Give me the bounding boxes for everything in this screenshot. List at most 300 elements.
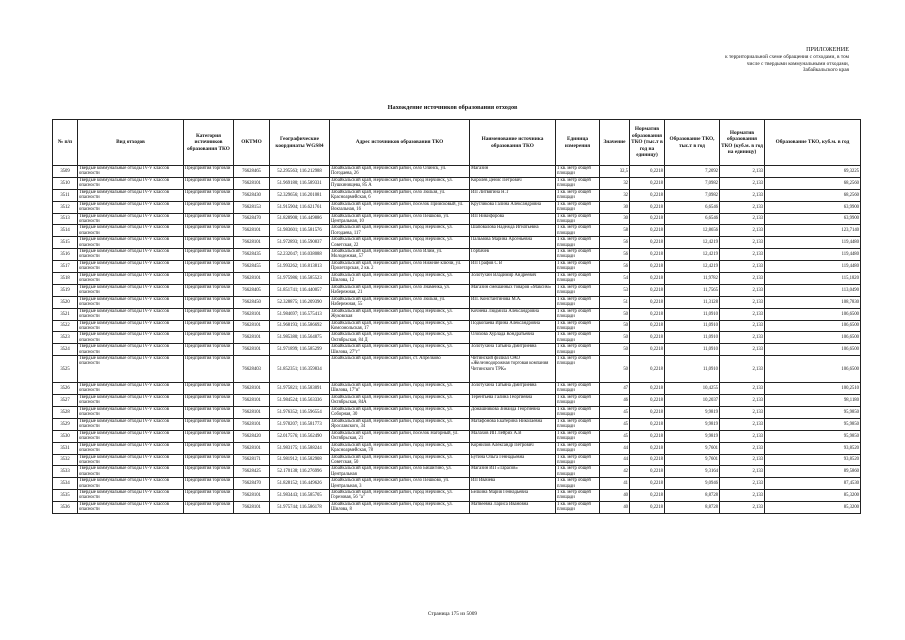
col-header-coords: Географические координаты WGS84 [270, 120, 330, 166]
cell-formation-tons: 9,9819 [665, 418, 720, 430]
cell-formation-cubic: 106,6500 [765, 356, 861, 383]
cell-number: 3530 [53, 430, 78, 442]
table-header-row [53, 120, 861, 166]
cell-number: 3513 [53, 213, 78, 225]
cell-category: Предприятия торговли [184, 442, 234, 454]
cell-unit: 1 кв. метр общей площади [556, 344, 600, 356]
cell-category: Предприятия торговли [184, 418, 234, 430]
cell-formation-cubic: 95,9850 [765, 407, 861, 419]
cell-formation-tons: 7,2092 [665, 166, 720, 178]
cell-number: 3511 [53, 189, 78, 201]
cell-norm-cubic: 2,133 [720, 466, 765, 478]
cell-norm-tons: 0,2218 [630, 284, 665, 296]
cell-formation-tons: 7,0982 [665, 177, 720, 189]
col-header-source-name: Наименование источника образования ТКО [470, 120, 556, 166]
cell-category: Предприятия торговли [184, 502, 234, 514]
appendix-line-3: Забайкальского края [802, 67, 849, 74]
cell-unit: 1 кв. метр общей площади [556, 454, 600, 466]
cell-category: Предприятия торговли [184, 249, 234, 261]
table-row [53, 383, 861, 395]
cell-number: 3532 [53, 454, 78, 466]
cell-oktmo: 76628101 [234, 273, 270, 285]
cell-oktmo: 76628465 [234, 166, 270, 178]
cell-formation-cubic: 87,4530 [765, 478, 861, 490]
cell-formation-cubic: 68,2560 [765, 189, 861, 201]
cell-norm-tons: 0,2218 [630, 344, 665, 356]
cell-source-name: Королев Денис Петрович [470, 177, 556, 189]
cell-source-name: Корнилов Александр Петрович [470, 442, 556, 454]
cell-formation-tons: 7,0982 [665, 189, 720, 201]
cell-category: Предприятия торговли [184, 273, 234, 285]
cell-formation-tons: 11,0910 [665, 308, 720, 320]
cell-category: Предприятия торговли [184, 201, 234, 213]
cell-category: Предприятия торговли [184, 284, 234, 296]
cell-norm-cubic: 2,133 [720, 502, 765, 514]
cell-source-name: Горбачев [470, 249, 556, 261]
table-row [53, 225, 861, 237]
cell-value: 50 [600, 344, 630, 356]
cell-formation-cubic: 69,3225 [765, 166, 861, 178]
cell-category: Предприятия торговли [184, 454, 234, 466]
cell-category: Предприятия торговли [184, 356, 234, 383]
cell-unit: 1 кв. метр общей площади [556, 201, 600, 213]
cell-source-name: ИП. Константинова М.А. [470, 296, 556, 308]
cell-value: 45 [600, 430, 630, 442]
cell-norm-tons: 0,2218 [630, 213, 665, 225]
cell-value: 30 [600, 201, 630, 213]
waste-sources-table [52, 119, 861, 514]
cell-number: 3518 [53, 273, 78, 285]
table-row [53, 189, 861, 201]
cell-coords: 51.975986; 116.585523 [270, 273, 330, 285]
table-row [53, 502, 861, 514]
cell-norm-tons: 0,2218 [630, 442, 665, 454]
cell-unit: 1 кв. метр общей площади [556, 407, 600, 419]
cell-address: Забайкальский край, Нерчинский район, город Нерчинск, ул. Горезовая, 56 "а" [330, 490, 470, 502]
cell-norm-tons: 0,2218 [630, 166, 665, 178]
cell-formation-tons: 6,6546 [665, 213, 720, 225]
cell-oktmo: 76628101 [234, 407, 270, 419]
cell-coords: 52.232047; 116.038088 [270, 249, 330, 261]
cell-coords: 51.983601; 116.581576 [270, 225, 330, 237]
cell-norm-cubic: 2,133 [720, 490, 765, 502]
cell-coords: 51.984524; 116.563336 [270, 395, 330, 407]
cell-value: 56 [600, 249, 630, 261]
cell-address: Забайкальский край, Нерчинский район, город Нерчинск, ул. Советская, 22 [330, 237, 470, 249]
cell-address: Забайкальский край, Нерчинский район, город Нерчинск, ул. Красноармейская, 78 [330, 442, 470, 454]
cell-oktmo: 76628153 [234, 201, 270, 213]
table-row [53, 490, 861, 502]
table-row [53, 273, 861, 285]
cell-address: Забайкальский край, Нерчинский район, село Бишигино, ул. Центральная [330, 466, 470, 478]
cell-norm-cubic: 2,133 [720, 418, 765, 430]
table-row [53, 296, 861, 308]
cell-waste-type: Твердые коммунальные отходы IV-V классов опасности [78, 273, 184, 285]
cell-unit: 1 кв. метр общей площади [556, 284, 600, 296]
table-row [53, 201, 861, 213]
cell-number: 3510 [53, 177, 78, 189]
cell-value: 54 [600, 273, 630, 285]
cell-norm-cubic: 2,133 [720, 320, 765, 332]
cell-address: Забайкальский край, Нерчинский район, город Нерчинск, ул. Шилова, 8 [330, 502, 470, 514]
table-body [53, 166, 861, 514]
cell-category: Предприятия торговли [184, 308, 234, 320]
cell-formation-tons: 12,8656 [665, 225, 720, 237]
cell-coords: 51.978207; 116.581773 [270, 418, 330, 430]
cell-number: 3517 [53, 261, 78, 273]
cell-number: 3519 [53, 284, 78, 296]
cell-oktmo: 76628101 [234, 237, 270, 249]
cell-category: Предприятия торговли [184, 261, 234, 273]
cell-value: 56 [600, 237, 630, 249]
cell-norm-tons: 0,2218 [630, 225, 665, 237]
col-header-waste-type: Вид отходов [78, 120, 184, 166]
cell-waste-type: Твердые коммунальные отходы IV-V классов опасности [78, 261, 184, 273]
cell-oktmo: 76628101 [234, 383, 270, 395]
cell-norm-tons: 0,2218 [630, 320, 665, 332]
cell-waste-type: Твердые коммунальные отходы IV-V классов опасности [78, 407, 184, 419]
cell-norm-cubic: 2,133 [720, 225, 765, 237]
cell-address: Забайкальский край, Нерчинский район, село Зюльзя, ул. Набережная, 55 [330, 296, 470, 308]
cell-number: 3516 [53, 249, 78, 261]
appendix-title: ПРИЛОЖЕНИЕ [806, 46, 849, 53]
cell-unit: 1 кв. метр общей площади [556, 395, 600, 407]
cell-coords: 51.915904; 116.621761 [270, 201, 330, 213]
table-row [53, 454, 861, 466]
table-row [53, 442, 861, 454]
cell-address: Забайкальский край, Нерчинский район, село Пешково, ул. Центральная, 3 [330, 478, 470, 490]
cell-formation-cubic: 123,7140 [765, 225, 861, 237]
cell-formation-tons: 11,0910 [665, 320, 720, 332]
cell-number: 3536 [53, 502, 78, 514]
cell-norm-cubic: 2,133 [720, 430, 765, 442]
cell-category: Предприятия торговли [184, 166, 234, 178]
cell-oktmo: 76628101 [234, 225, 270, 237]
cell-formation-cubic: 115,1820 [765, 273, 861, 285]
cell-norm-tons: 0,2218 [630, 407, 665, 419]
cell-source-name: ИП Графов С В [470, 261, 556, 273]
cell-value: 44 [600, 454, 630, 466]
cell-waste-type: Твердые коммунальные отходы IV-V классов опасности [78, 177, 184, 189]
cell-category: Предприятия торговли [184, 237, 234, 249]
col-header-unit: Единица измерения [556, 120, 600, 166]
cell-category: Предприятия торговли [184, 177, 234, 189]
cell-formation-tons: 8,8728 [665, 490, 720, 502]
cell-norm-cubic: 2,133 [720, 442, 765, 454]
cell-coords: 51.993262; 116.813813 [270, 261, 330, 273]
cell-formation-tons: 6,6546 [665, 201, 720, 213]
col-header-number: № п/п [53, 120, 78, 166]
cell-unit: 1 кв. метр общей площади [556, 225, 600, 237]
cell-coords: 51.828152; 116.449626 [270, 478, 330, 490]
cell-oktmo: 76628470 [234, 213, 270, 225]
cell-oktmo: 76628101 [234, 320, 270, 332]
cell-value: 40 [600, 502, 630, 514]
cell-norm-tons: 0,2218 [630, 466, 665, 478]
cell-coords: 52.328875; 116.209390 [270, 296, 330, 308]
cell-address: Забайкальский край, Нерчинский район, село Зюльзя, ул. Красноармейская, 6 [330, 189, 470, 201]
cell-unit: 1 кв. метр общей площади [556, 166, 600, 178]
cell-source-name: Шаповалова Надежда Игнатьевна [470, 225, 556, 237]
cell-source-name: Золотухина Татьяна Дмитриевна [470, 383, 556, 395]
cell-unit: 1 кв. метр общей площади [556, 320, 600, 332]
cell-formation-tons: 11,0910 [665, 332, 720, 344]
cell-unit: 1 кв. метр общей площади [556, 332, 600, 344]
cell-norm-cubic: 2,133 [720, 273, 765, 285]
cell-coords: 51.981912; 116.582908 [270, 454, 330, 466]
cell-waste-type: Твердые коммунальные отходы IV-V классов опасности [78, 383, 184, 395]
cell-formation-cubic: 106,6500 [765, 344, 861, 356]
cell-waste-type: Твердые коммунальные отходы IV-V классов опасности [78, 201, 184, 213]
table-row [53, 166, 861, 178]
cell-formation-tons: 9,0946 [665, 478, 720, 490]
cell-address: Забайкальский край, Нерчинский район, город Нерчинск, ул. Жуковская [330, 308, 470, 320]
cell-norm-cubic: 2,133 [720, 454, 765, 466]
cell-unit: 1 кв. метр общей площади [556, 213, 600, 225]
cell-number: 3529 [53, 418, 78, 430]
cell-number: 3524 [53, 344, 78, 356]
cell-unit: 1 кв. метр общей площади [556, 237, 600, 249]
cell-oktmo: 76628420 [234, 430, 270, 442]
cell-waste-type: Твердые коммунальные отходы IV-V классов опасности [78, 320, 184, 332]
cell-source-name: ИП Никифорова [470, 213, 556, 225]
appendix-header [639, 47, 849, 74]
cell-address: Забайкальский край, Нерчинский район, город Нерчинск, ул. Пушкинищева, 85 А [330, 177, 470, 189]
cell-number: 3535 [53, 490, 78, 502]
cell-norm-tons: 0,2218 [630, 383, 665, 395]
table-row [53, 284, 861, 296]
appendix-line-1: к территориальной схеме обращения с отходами, в том [725, 53, 849, 60]
cell-waste-type: Твердые коммунальные отходы IV-V классов опасности [78, 478, 184, 490]
cell-address: Забайкальский край, Нерчинский район, город Нерчинск, ул. Погодаева, 117 [330, 225, 470, 237]
table-row [53, 478, 861, 490]
cell-norm-cubic: 2,133 [720, 177, 765, 189]
col-header-norm-cubic: Норматив образования ТКО (куб.м. в год на единицу) [720, 120, 765, 166]
cell-formation-cubic: 106,6500 [765, 308, 861, 320]
cell-source-name: Бутина Ольга Геннадьевна [470, 454, 556, 466]
cell-value: 47 [600, 383, 630, 395]
cell-coords: 52.170138; 116.276996 [270, 466, 330, 478]
cell-formation-cubic: 119,4480 [765, 249, 861, 261]
table-row [53, 418, 861, 430]
cell-category: Предприятия торговли [184, 189, 234, 201]
cell-formation-tons: 9,9819 [665, 407, 720, 419]
cell-norm-tons: 0,2218 [630, 418, 665, 430]
cell-formation-cubic: 95,9850 [765, 430, 861, 442]
cell-norm-cubic: 2,133 [720, 249, 765, 261]
cell-norm-tons: 0,2218 [630, 490, 665, 502]
cell-value: 50 [600, 320, 630, 332]
cell-formation-tons: 10,2037 [665, 395, 720, 407]
cell-formation-cubic: 93,8520 [765, 454, 861, 466]
cell-waste-type: Твердые коммунальные отходы IV-V классов опасности [78, 284, 184, 296]
cell-formation-tons: 11,3128 [665, 296, 720, 308]
cell-waste-type: Твердые коммунальные отходы IV-V классов опасности [78, 442, 184, 454]
cell-norm-cubic: 2,133 [720, 383, 765, 395]
cell-norm-cubic: 2,133 [720, 356, 765, 383]
table-row [53, 237, 861, 249]
cell-oktmo: 76628425 [234, 466, 270, 478]
cell-coords: 51.851741; 116.440057 [270, 284, 330, 296]
col-header-value: Значение [600, 120, 630, 166]
cell-number: 3526 [53, 383, 78, 395]
page-footer: Страница 175 из 5009 [427, 611, 478, 617]
cell-formation-tons: 11,0910 [665, 344, 720, 356]
cell-number: 3527 [53, 395, 78, 407]
table-row [53, 249, 861, 261]
cell-oktmo: 76628101 [234, 490, 270, 502]
cell-coords: 51.972893; 116.590837 [270, 237, 330, 249]
cell-waste-type: Твердые коммунальные отходы IV-V классов опасности [78, 308, 184, 320]
cell-norm-cubic: 2,133 [720, 213, 765, 225]
cell-norm-cubic: 2,133 [720, 407, 765, 419]
cell-category: Предприятия торговли [184, 383, 234, 395]
cell-address: Забайкальский край, Нерчинский район, село Олинск, ул. Погодаева, 26 [330, 166, 470, 178]
cell-formation-tons: 9,9819 [665, 430, 720, 442]
cell-formation-cubic: 63,9900 [765, 201, 861, 213]
cell-unit: 1 кв. метр общей площади [556, 189, 600, 201]
cell-norm-tons: 0,2218 [630, 177, 665, 189]
cell-waste-type: Твердые коммунальные отходы IV-V классов опасности [78, 249, 184, 261]
cell-coords: 51.985380; 116.564875 [270, 332, 330, 344]
cell-address: Забайкальский край, Нерчинский район, ст. Апрелково [330, 356, 470, 383]
cell-address: Забайкальский край, Нерчинский район, поселок Приисковый, ул. Вокзальная, 16 [330, 201, 470, 213]
col-header-address: Адрес источников образования ТКО [330, 120, 470, 166]
cell-source-name: Кругликова Галина Александровна [470, 201, 556, 213]
cell-source-name: Пальмова Марина Арсеньевна [470, 237, 556, 249]
cell-norm-cubic: 2,133 [720, 237, 765, 249]
cell-waste-type: Твердые коммунальные отходы IV-V классов опасности [78, 332, 184, 344]
cell-value: 30 [600, 213, 630, 225]
cell-unit: 1 кв. метр общей площади [556, 442, 600, 454]
cell-category: Предприятия торговли [184, 490, 234, 502]
table-row [53, 344, 861, 356]
col-header-formation-tons: Образование ТКО, тыс.т в год [665, 120, 720, 166]
cell-category: Предприятия торговли [184, 395, 234, 407]
cell-formation-cubic: 113,0490 [765, 284, 861, 296]
cell-formation-tons: 10,4255 [665, 383, 720, 395]
cell-coords: 51.983175; 116.588244 [270, 442, 330, 454]
cell-category: Предприятия торговли [184, 332, 234, 344]
cell-category: Предприятия торговли [184, 296, 234, 308]
cell-norm-tons: 0,2218 [630, 478, 665, 490]
table-row [53, 356, 861, 383]
cell-oktmo: 76628455 [234, 261, 270, 273]
cell-waste-type: Твердые коммунальные отходы IV-V классов опасности [78, 237, 184, 249]
cell-formation-cubic: 95,9850 [765, 418, 861, 430]
cell-norm-tons: 0,2218 [630, 189, 665, 201]
cell-address: Забайкальский край, Нерчинский район, поселок Нагорный, ул. Октябрьская, 21 [330, 430, 470, 442]
cell-category: Предприятия торговли [184, 344, 234, 356]
cell-waste-type: Твердые коммунальные отходы IV-V классов опасности [78, 466, 184, 478]
table-row [53, 308, 861, 320]
cell-oktmo: 76628101 [234, 395, 270, 407]
cell-unit: 1 кв. метр общей площади [556, 430, 600, 442]
cell-oktmo: 76628430 [234, 189, 270, 201]
table-row [53, 177, 861, 189]
cell-value: 51 [600, 296, 630, 308]
cell-category: Предприятия торговли [184, 407, 234, 419]
cell-address: Забайкальский край, Нерчинский район, город Нерчинск, ул. Шилова, 17"в" [330, 383, 470, 395]
col-header-category: Категория источников образования ТКО [184, 120, 234, 166]
cell-waste-type: Твердые коммунальные отходы IV-V классов опасности [78, 189, 184, 201]
cell-number: 3521 [53, 308, 78, 320]
cell-coords: 52.295563; 116.212988 [270, 166, 330, 178]
table-row [53, 261, 861, 273]
cell-number: 3533 [53, 466, 78, 478]
cell-norm-tons: 0,2218 [630, 454, 665, 466]
table-row [53, 395, 861, 407]
cell-unit: 1 кв. метр общей площади [556, 308, 600, 320]
cell-formation-cubic: 119,4480 [765, 237, 861, 249]
cell-norm-tons: 0,2218 [630, 273, 665, 285]
cell-coords: 51.983443; 116.585705 [270, 490, 330, 502]
cell-number: 3525 [53, 356, 78, 383]
cell-waste-type: Твердые коммунальные отходы IV-V классов опасности [78, 430, 184, 442]
cell-oktmo: 76628101 [234, 344, 270, 356]
cell-source-name: Терентьева Галина Георгиевна [470, 395, 556, 407]
cell-formation-cubic: 63,9900 [765, 213, 861, 225]
cell-number: 3512 [53, 201, 78, 213]
cell-value: 50 [600, 332, 630, 344]
cell-unit: 1 кв. метр общей площади [556, 502, 600, 514]
cell-formation-tons: 11,0910 [665, 356, 720, 383]
cell-value: 41 [600, 478, 630, 490]
cell-norm-cubic: 2,133 [720, 261, 765, 273]
cell-norm-cubic: 2,133 [720, 332, 765, 344]
cell-address: Забайкальский край, Нерчинский район, село Илим, ул. Молодежная, 57 [330, 249, 470, 261]
table-row [53, 430, 861, 442]
cell-norm-cubic: 2,133 [720, 189, 765, 201]
cell-oktmo: 76628470 [234, 478, 270, 490]
cell-number: 3515 [53, 237, 78, 249]
table-row [53, 320, 861, 332]
cell-norm-tons: 0,2218 [630, 237, 665, 249]
cell-formation-cubic: 100,2510 [765, 383, 861, 395]
cell-oktmo: 76628101 [234, 332, 270, 344]
cell-source-name: Магазин ИП «Тарасов» [470, 466, 556, 478]
cell-coords: 51.976352; 116.596554 [270, 407, 330, 419]
cell-source-name: Матафонова Екатерина Николаевна [470, 418, 556, 430]
cell-oktmo: 76628171 [234, 454, 270, 466]
cell-value: 46 [600, 395, 630, 407]
cell-unit: 1 кв. метр общей площади [556, 490, 600, 502]
cell-coords: 51.971899; 116.585299 [270, 344, 330, 356]
cell-oktmo: 76628101 [234, 442, 270, 454]
cell-value: 42 [600, 466, 630, 478]
cell-waste-type: Твердые коммунальные отходы IV-V классов опасности [78, 502, 184, 514]
cell-norm-tons: 0,2218 [630, 395, 665, 407]
cell-category: Предприятия торговли [184, 225, 234, 237]
cell-number: 3509 [53, 166, 78, 178]
cell-value: 45 [600, 407, 630, 419]
cell-source-name: Магазин [470, 166, 556, 178]
cell-value: 32,5 [600, 166, 630, 178]
cell-coords: 51.968193; 116.586692 [270, 320, 330, 332]
cell-value: 45 [600, 418, 630, 430]
cell-norm-cubic: 2,133 [720, 296, 765, 308]
cell-waste-type: Твердые коммунальные отходы IV-V классов опасности [78, 418, 184, 430]
cell-oktmo: 76628101 [234, 177, 270, 189]
cell-norm-tons: 0,2218 [630, 201, 665, 213]
col-header-formation-cubic: Образование ТКО, куб.м. в год [765, 120, 861, 166]
cell-number: 3534 [53, 478, 78, 490]
table-row [53, 407, 861, 419]
cell-formation-tons: 12,4219 [665, 237, 720, 249]
cell-coords: 51.984697; 116.575413 [270, 308, 330, 320]
cell-waste-type: Твердые коммунальные отходы IV-V классов опасности [78, 356, 184, 383]
cell-category: Предприятия торговли [184, 213, 234, 225]
